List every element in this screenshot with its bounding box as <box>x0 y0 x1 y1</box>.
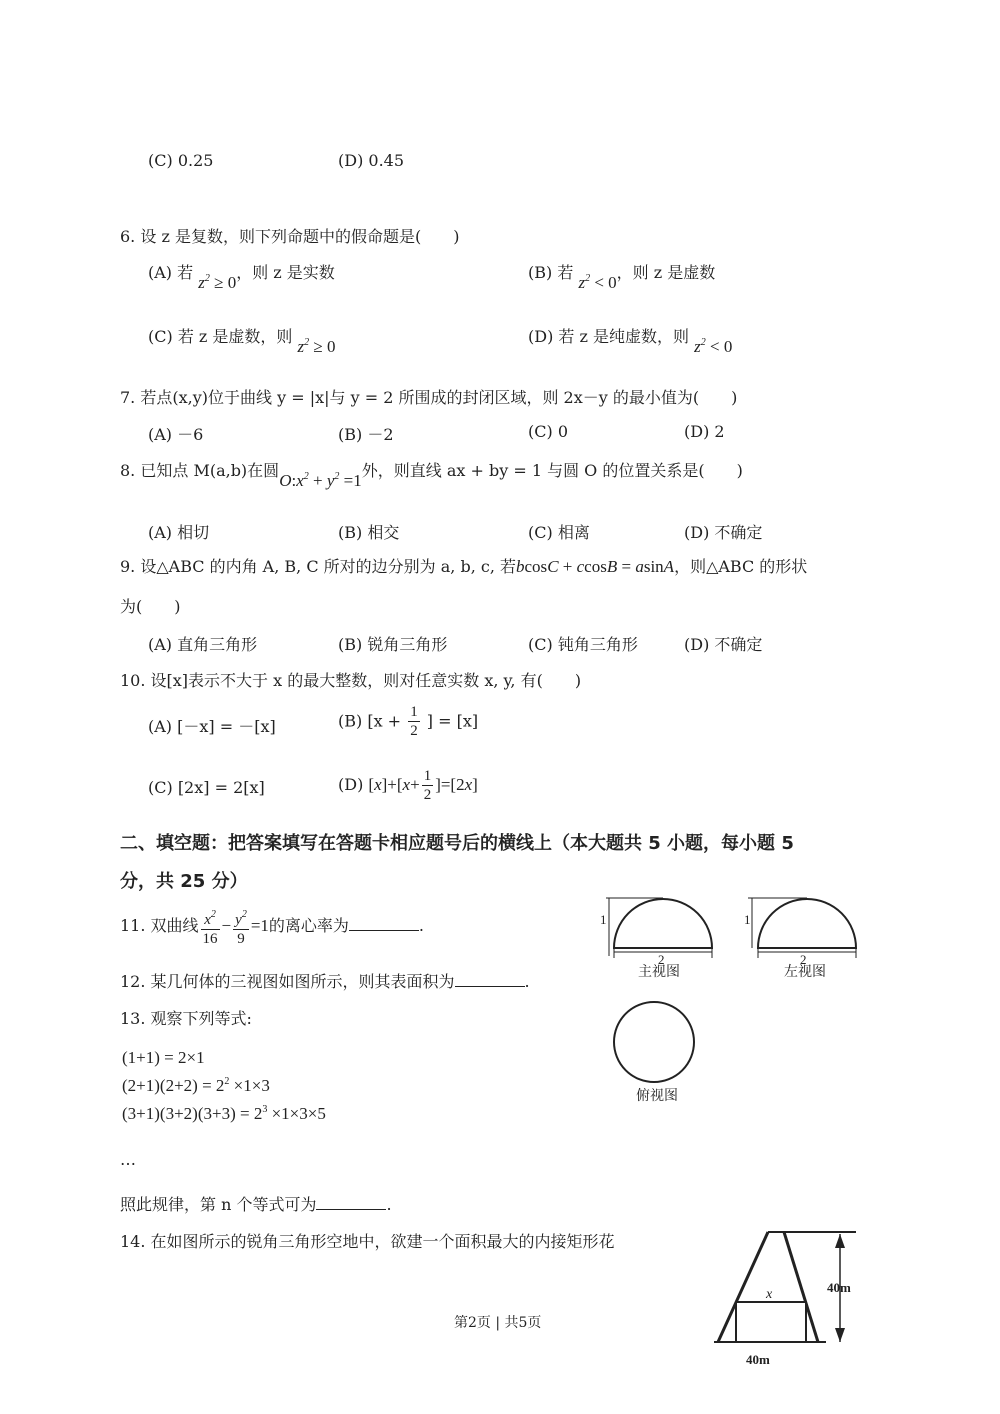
q10-option-b <box>338 704 478 740</box>
q6-option-c-pre: (C) 若 z 是虚数，则 <box>148 327 293 346</box>
q10-option-b-pre: (B) [x + <box>338 711 402 731</box>
q6-option-b <box>528 260 716 292</box>
q8-stem-pre: 8. 已知点 M(a,b)在圆 <box>120 461 280 480</box>
q13-answer-blank[interactable] <box>316 1195 386 1210</box>
q9-option-c: (C) 钝角三角形 <box>528 635 638 654</box>
q13-end: . <box>386 1195 392 1214</box>
front-view-height-label: 1 <box>600 912 607 927</box>
q10-option-b-post: ] = [x] <box>426 711 479 731</box>
q13-equation-2: $(2+1)(2+2) = 2^2 \times 1\times 3$ <box>122 1076 270 1095</box>
q11-post: 的离心率为 <box>268 915 349 935</box>
q10-option-d-pre: (D) <box>338 774 364 794</box>
q8-stem-post: 外，则直线 ax + by = 1 与圆 O 的位置关系是( ) <box>361 461 743 480</box>
q6-option-c-formula: $z^2 \ge 0$ <box>297 337 336 356</box>
q13-ellipsis: … <box>120 1150 136 1169</box>
q9-option-a: (A) 直角三角形 <box>148 635 258 654</box>
q6-option-b-post: ，则 z 是虚数 <box>616 263 716 282</box>
q5-option-c: (C) 0.25 <box>148 151 214 170</box>
q11-end: . <box>418 915 425 935</box>
rectangle-width-label: x <box>766 1287 773 1302</box>
q6-option-a-post: ，则 z 是实数 <box>236 263 335 282</box>
q9-stem-continued: 为( ) <box>120 597 181 616</box>
q12-end: . <box>524 972 530 991</box>
q8-option-b: (B) 相交 <box>338 523 400 542</box>
q9-stem-pre: 9. 设△ABC 的内角 A, B, C 所对的边分别为 a, b, c, 若 <box>120 557 517 576</box>
q12-answer-blank[interactable] <box>455 972 525 987</box>
q11-formula: $\frac{x^2}{16}$ − $\frac{y^2}{9}$ =1 <box>199 916 269 935</box>
q13-tail-pre: 照此规律，第 n 个等式可为 <box>120 1195 317 1214</box>
q7-option-c: (C) 0 <box>528 422 568 441</box>
q9-formula: bcosC + ccosB = asinA <box>516 557 675 576</box>
section2-heading-line2: 分，共 25 分） <box>120 871 248 892</box>
page-footer: 第2页 | 共5页 <box>454 1315 542 1331</box>
three-view-figure <box>596 884 886 1114</box>
q7-option-a: (A) －6 <box>148 425 204 444</box>
q6-option-c <box>148 324 336 356</box>
q13-equation-3: $(3+1)(3+2)(3+3) = 2^3 \times 1\times 3\times 5$ <box>122 1104 326 1123</box>
q11-answer-blank[interactable] <box>349 916 419 931</box>
side-view-caption: 左视图 <box>784 964 826 980</box>
front-view-caption: 主视图 <box>638 964 680 980</box>
q13-equation-1: (1+1) = 2×1 <box>122 1048 205 1067</box>
top-view-caption: 俯视图 <box>636 1088 678 1104</box>
q8-stem <box>120 458 743 490</box>
q12-line <box>120 969 530 992</box>
q6-option-d-formula: $z^2 < 0$ <box>694 337 733 356</box>
q11-pre: 11. 双曲线 <box>120 915 199 935</box>
q9-stem <box>120 554 807 577</box>
q10-option-a: (A) [－x] = －[x] <box>148 717 276 736</box>
q10-option-d <box>338 768 478 804</box>
q12-pre: 12. 某几何体的三视图如图所示，则其表面积为 <box>120 972 455 991</box>
arrow-down-icon <box>835 1328 845 1342</box>
q9-option-b: (B) 锐角三角形 <box>338 635 448 654</box>
q6-option-b-pre: (B) 若 <box>528 263 574 282</box>
q14-triangle-figure <box>706 1224 866 1370</box>
q8-formula: $O:x^2 + y^2 =1$ <box>279 471 362 490</box>
q11-line <box>120 906 424 948</box>
q7-option-d: (D) 2 <box>684 422 725 441</box>
inscribed-rectangle <box>736 1302 806 1342</box>
q8-option-c: (C) 相离 <box>528 523 590 542</box>
q10-stem: 10. 设[x]表示不大于 x 的最大整数，则对任意实数 x, y, 有( ) <box>120 671 582 690</box>
front-view-width-label: 2 <box>658 952 665 967</box>
q13-stem: 13. 观察下列等式: <box>120 1009 252 1028</box>
q6-option-a-formula: $z^2 \ge 0$ <box>198 273 237 292</box>
top-view-circle <box>614 1002 694 1082</box>
q13-tail <box>120 1192 392 1215</box>
q6-option-a <box>148 260 335 292</box>
q14-stem: 14. 在如图所示的锐角三角形空地中，欲建一个面积最大的内接矩形花 <box>120 1232 615 1251</box>
front-view-drawing <box>606 898 712 958</box>
q10-option-d-formula: [x]+[x+ $\frac{1}{2}$ ]=[2x] <box>368 768 478 803</box>
q7-stem: 7. 若点(x,y)位于曲线 y = |x|与 y = 2 所围成的封闭区域，则 2x－y 的最小值为( ) <box>120 388 738 407</box>
q8-option-a: (A) 相切 <box>148 523 210 542</box>
q9-option-d: (D) 不确定 <box>684 635 763 654</box>
side-view-drawing <box>748 898 856 958</box>
q6-option-b-formula: $z^2 < 0$ <box>578 273 617 292</box>
section2-heading-line1: 二、填空题：把答案填写在答题卡相应题号后的横线上（本大题共 5 小题，每小题 5 <box>120 833 794 854</box>
q5-option-d: (D) 0.45 <box>338 151 405 170</box>
q10-option-b-fraction: $\frac{1}{2}$ <box>410 704 418 739</box>
q6-stem: 6. 设 z 是复数，则下列命题中的假命题是( ) <box>120 227 460 246</box>
height-label: 40m <box>827 1280 851 1295</box>
q9-stem-post: ，则△ABC 的形状 <box>674 557 808 576</box>
q10-option-c: (C) [2x] = 2[x] <box>148 778 265 797</box>
side-view-width-label: 2 <box>800 952 807 967</box>
arrow-up-icon <box>835 1234 845 1248</box>
side-view-height-label: 1 <box>744 912 751 927</box>
q6-option-a-pre: (A) 若 <box>148 263 194 282</box>
base-label: 40m <box>746 1352 770 1367</box>
q6-option-d <box>528 324 733 356</box>
q6-option-d-pre: (D) 若 z 是纯虚数，则 <box>528 327 690 346</box>
q8-option-d: (D) 不确定 <box>684 523 763 542</box>
q7-option-b: (B) －2 <box>338 425 394 444</box>
